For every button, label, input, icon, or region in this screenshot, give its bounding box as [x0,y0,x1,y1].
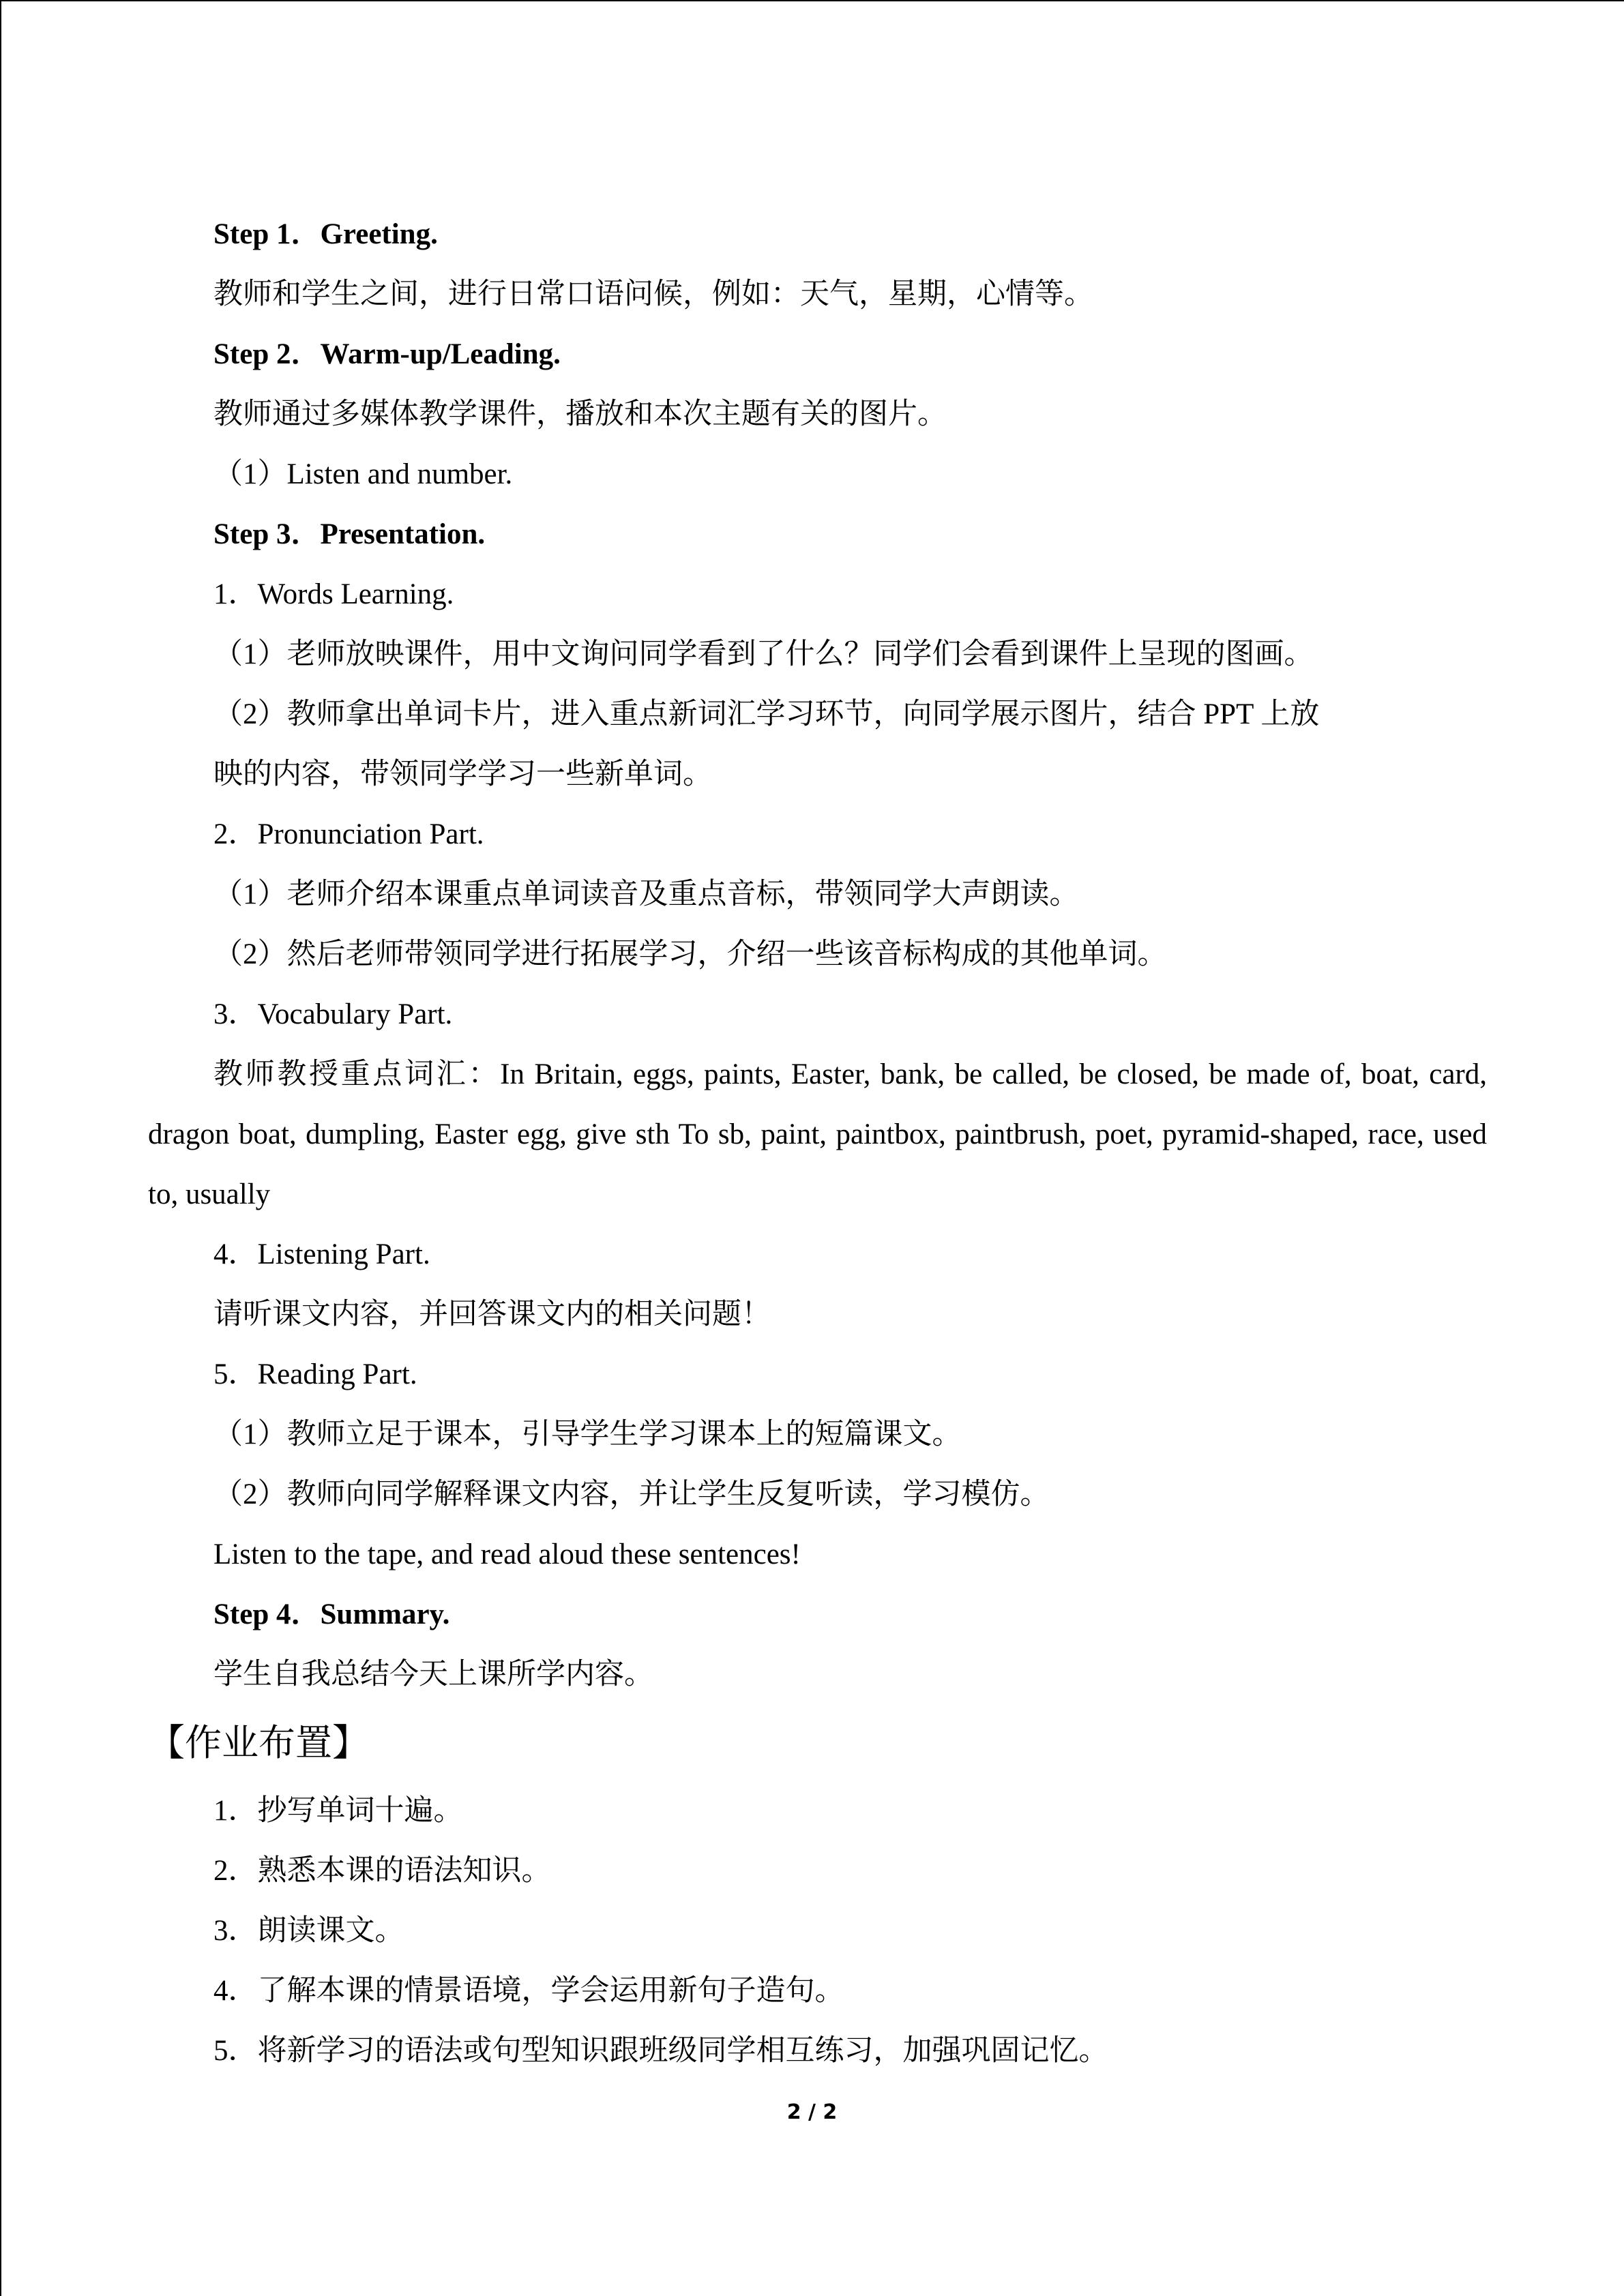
listening-title: 4．Listening Part. [213,1238,430,1270]
words-learning-item-2a: （2）教师拿出单词卡片，进入重点新词汇学习环节，向同学展示图片，结合 PPT 上放 [213,698,1320,730]
homework-item: 1．抄写单词十遍。 [213,1795,463,1827]
listening-text: 请听课文内容，并回答课文内的相关问题！ [213,1298,771,1330]
homework-item: 3．朗读课文。 [213,1915,404,1947]
step1-title: Step 1．Greeting. [213,218,438,250]
vocabulary-title: 3．Vocabulary Part. [213,998,453,1030]
reading-title: 5．Reading Part. [213,1358,417,1390]
document-body [148,205,1487,2081]
page-number: 2 / 2 [786,2100,838,2124]
step4-text: 学生自我总结今天上课所学内容。 [213,1658,653,1690]
homework-title: 【作业布置】 [148,1721,369,1764]
pronunciation-item-2: （2）然后老师带领同学进行拓展学习，介绍一些该音标构成的其他单词。 [213,938,1167,970]
step2-item-1: （1）Listen and number. [213,458,513,490]
step3-title: Step 3．Presentation. [213,518,486,550]
reading-item-1: （1）教师立足于课本，引导学生学习课本上的短篇课文。 [213,1418,962,1450]
homework-item: 5．将新学习的语法或句型知识跟班级同学相互练习，加强巩固记忆。 [213,2035,1108,2067]
reading-text: Listen to the tape, and read aloud these sentences! [213,1538,801,1570]
step2-text: 教师通过多媒体教学课件，播放和本次主题有关的图片。 [213,398,947,430]
step1-text: 教师和学生之间，进行日常口语问候，例如：天气，星期，心情等。 [213,278,1093,310]
vocabulary-text: 教师教授重点词汇：In Britain, eggs, paints, Easter, bank, be called, be closed, be made of, boat, card, dragon boat, dumpling, Easter egg, give sth To sb, paint, paintbox, paintbrush, poet, pyramid-shaped, race, used to, usually [148,1058,1487,1210]
words-learning-title: 1．Words Learning. [213,578,454,610]
step2-title: Step 2．Warm-up/Leading. [213,338,561,370]
words-learning-item-1: （1）老师放映课件，用中文询问同学看到了什么？同学们会看到课件上呈现的图画。 [213,638,1314,670]
pronunciation-item-1: （1）老师介绍本课重点单词读音及重点音标，带领同学大声朗读。 [213,878,1079,910]
pronunciation-title: 2．Pronunciation Part. [213,818,484,850]
homework-item: 2．熟悉本课的语法知识。 [213,1855,551,1887]
homework-item: 4．了解本课的情景语境，学会运用新句子造句。 [213,1975,844,2007]
step4-title: Step 4．Summary. [213,1598,450,1630]
words-learning-item-2b: 映的内容，带领同学学习一些新单词。 [213,758,712,790]
reading-item-2: （2）教师向同学解释课文内容，并让学生反复听读，学习模仿。 [213,1478,1050,1510]
